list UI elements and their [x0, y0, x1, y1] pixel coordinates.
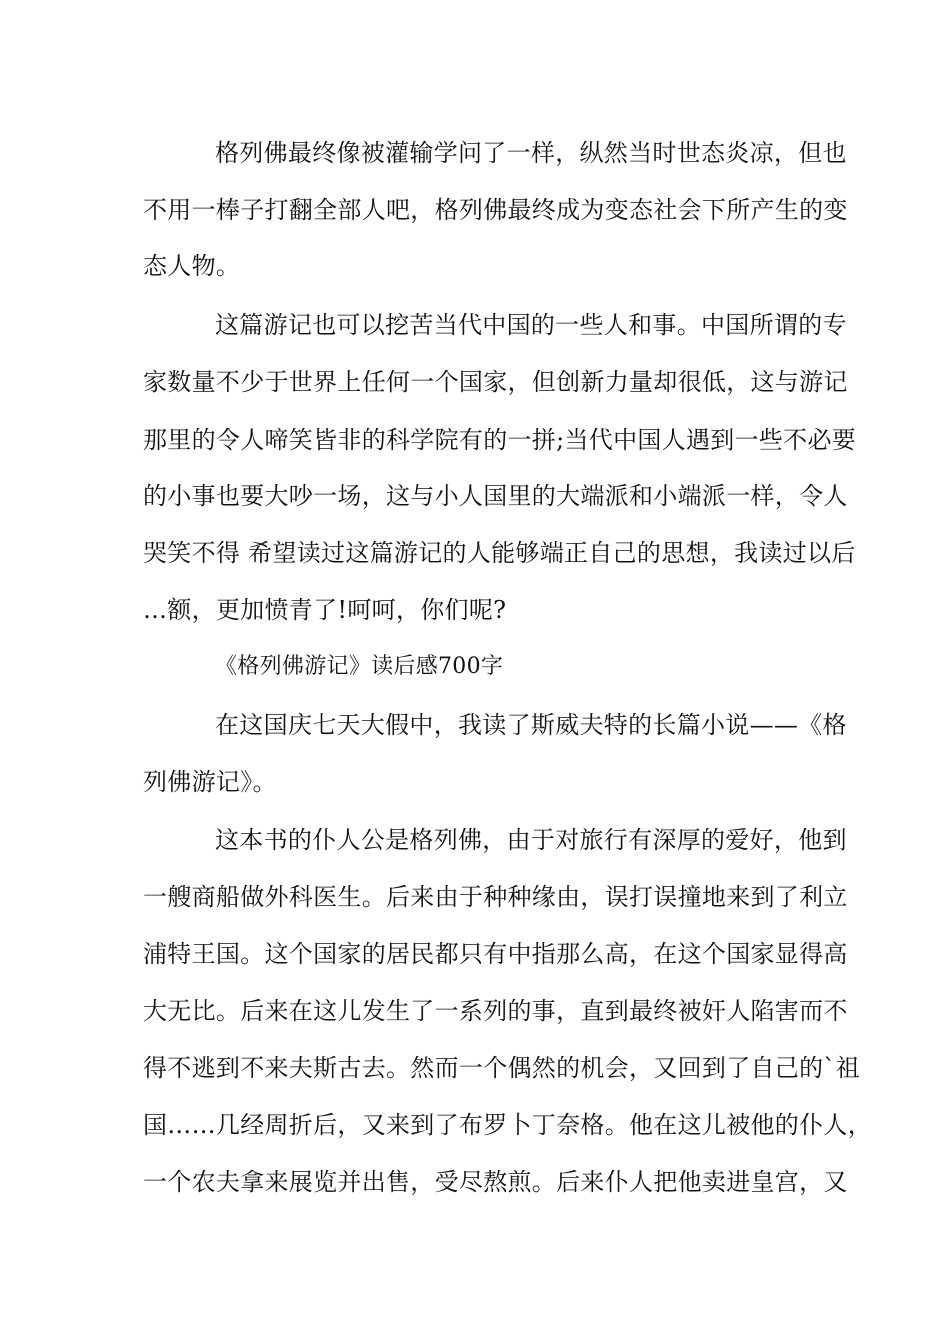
paragraph-line: 态人物。 — [143, 252, 241, 280]
paragraph-line: 这篇游记也可以挖苦当代中国的一些人和事。中国所谓的专 — [215, 311, 847, 339]
paragraph-line: 家数量不少于世界上任何一个国家，但创新力量却很低，这与游记 — [143, 368, 848, 396]
paragraph-line: 得不逃到不来夫斯古去。然而一个偶然的机会，又回到了自己的`祖 — [143, 1054, 860, 1082]
paragraph-line: 那里的令人啼笑皆非的科学院有的一拼;当代中国人遇到一些不必要 — [143, 426, 857, 454]
paragraph-line: 国……几经周折后，又来到了布罗卜丁奈格。他在这儿被他的仆人， — [143, 1111, 872, 1139]
paragraph-line: 不用一棒子打翻全部人吧，格列佛最终成为变态社会下所产生的变 — [143, 196, 848, 224]
section-heading: 《格列佛游记》读后感700字 — [215, 654, 504, 679]
paragraph-line: 这本书的仆人公是格列佛，由于对旅行有深厚的爱好，他到 — [215, 826, 847, 854]
paragraph-line: 格列佛最终像被灌输学问了一样，纵然当时世态炎凉，但也 — [215, 139, 847, 167]
paragraph-line: 浦特王国。这个国家的居民都只有中指那么高，在这个国家显得高 — [143, 940, 848, 968]
paragraph-line: 一艘商船做外科医生。后来由于种种缘由，误打误撞地来到了利立 — [143, 883, 848, 911]
paragraph-line: 在这国庆七天大假中，我读了斯威夫特的长篇小说——《格 — [215, 711, 847, 739]
paragraph-line: 哭笑不得 希望读过这篇游记的人能够端正自己的思想，我读过以后 — [143, 539, 856, 567]
paragraph-line: 一个农夫拿来展览并出售，受尽熬煎。后来仆人把他卖进皇宫，又 — [143, 1168, 848, 1196]
paragraph-line: 大无比。后来在这儿发生了一系列的事，直到最终被奸人陷害而不 — [143, 997, 848, 1025]
paragraph-line: 的小事也要大吵一场，这与小人国里的大端派和小端派一样，令人 — [143, 482, 848, 510]
paragraph-line: 列佛游记》。 — [143, 768, 277, 796]
paragraph-line: …额，更加愤青了!呵呵，你们呢? — [143, 596, 507, 624]
